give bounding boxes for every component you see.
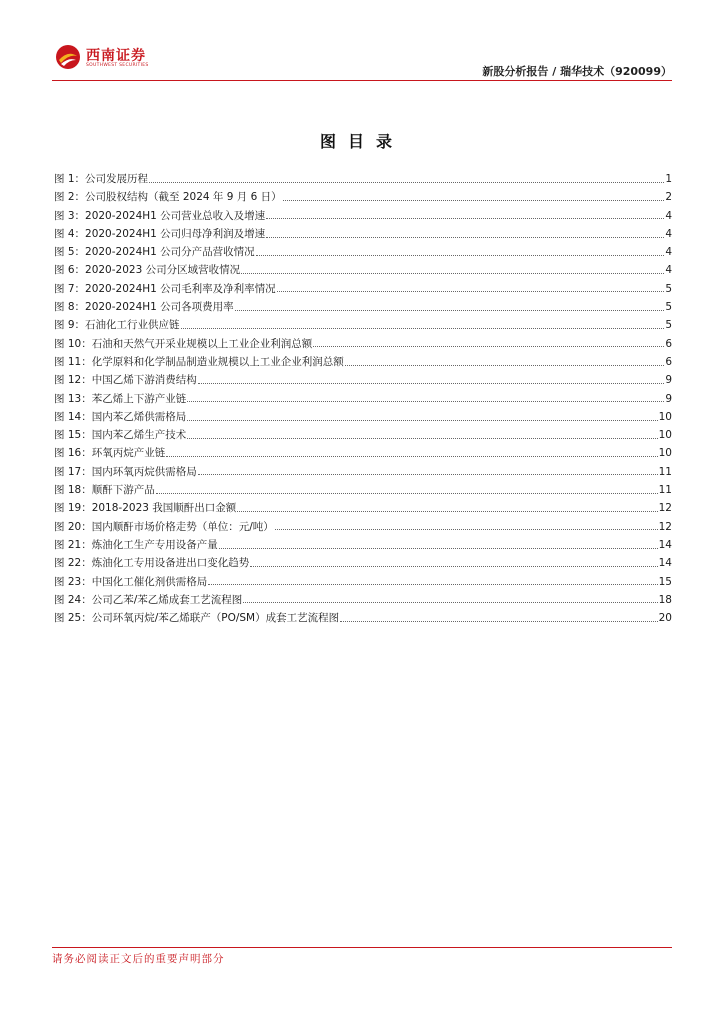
toc-entry-page-number[interactable]: 10 [658,410,672,423]
toc-dot-leader [277,291,665,292]
toc-entry-label[interactable]: 图 15：国内苯乙烯生产技术 [54,429,187,442]
footer-disclaimer-notice: 请务必阅读正文后的重要声明部分 [52,953,225,965]
figure-table-of-contents [54,170,672,627]
toc-entry-label[interactable]: 图 3：2020-2024H1 公司营业总收入及增速 [54,209,266,222]
page-title: 图目录 [319,132,404,151]
toc-entry-page-number[interactable]: 4 [665,264,672,277]
toc-entry-page-number[interactable]: 14 [658,557,672,570]
toc-entry-label[interactable]: 图 2：公司股权结构（截至 2024 年 9 月 6 日） [54,191,282,204]
company-logo [55,44,175,74]
toc-entry-page-number[interactable]: 9 [665,392,672,405]
toc-dot-leader [187,420,657,421]
toc-entry-label[interactable]: 图 19：2018-2023 我国顺酐出口金额 [54,502,237,515]
toc-entry-label[interactable]: 图 20：国内顺酐市场价格走势（单位：元/吨） [54,520,274,533]
toc-entry-page-number[interactable]: 18 [658,593,672,606]
toc-entry-label[interactable]: 图 23：中国化工催化剂供需格局 [54,575,208,588]
toc-entry-page-number[interactable]: 15 [658,575,672,588]
toc-entry-label[interactable]: 图 1：公司发展历程 [54,173,149,185]
toc-entry-label[interactable]: 图 7：2020-2024H1 公司毛利率及净利率情况 [54,282,276,295]
toc-entry-page-number[interactable]: 14 [658,538,672,551]
toc-dot-leader [243,602,657,603]
toc-entry-label[interactable]: 图 4：2020-2024H1 公司归母净利润及增速 [54,227,266,240]
toc-entry[interactable] [54,554,672,572]
toc-dot-leader [313,346,664,347]
toc-entry-page-number[interactable]: 10 [658,429,672,442]
toc-entry-page-number[interactable]: 4 [665,209,672,222]
toc-dot-leader [266,218,664,219]
toc-dot-leader [266,237,664,238]
toc-entry[interactable] [54,591,672,609]
toc-dot-leader [219,548,658,549]
toc-dot-leader [275,529,658,530]
page-header [0,0,724,84]
toc-entry-page-number[interactable]: 5 [665,319,672,332]
logo-english-name: SOUTHWEST SECURITIES [86,63,149,68]
toc-dot-leader [149,182,664,183]
toc-entry-page-number[interactable]: 5 [665,282,672,295]
toc-entry[interactable] [54,207,672,225]
toc-entry[interactable] [54,536,672,554]
toc-entry[interactable] [54,609,672,627]
toc-entry[interactable] [54,573,672,591]
toc-entry-label[interactable]: 图 22：炼油化工专用设备进出口变化趋势 [54,557,250,570]
toc-entry[interactable] [54,426,672,444]
toc-entry-page-number[interactable]: 9 [665,374,672,387]
toc-dot-leader [237,511,657,512]
toc-entry[interactable] [54,518,672,536]
toc-entry-label[interactable]: 图 11：化学原料和化学制品制造业规模以上工业企业利润总额 [54,355,344,368]
logo-emblem-icon [55,44,81,70]
report-title: 新股分析报告 / 瑞华技术（920099） [482,65,672,78]
toc-dot-leader [156,493,658,494]
toc-dot-leader [340,621,658,622]
toc-entry-page-number[interactable]: 5 [665,301,672,314]
toc-entry[interactable] [54,444,672,462]
toc-entry[interactable] [54,188,672,206]
toc-entry-page-number[interactable]: 2 [665,191,672,204]
toc-dot-leader [256,255,665,256]
toc-entry[interactable] [54,481,672,499]
toc-dot-leader [250,566,657,567]
toc-entry-label[interactable]: 图 16：环氧丙烷产业链 [54,447,166,460]
toc-dot-leader [235,310,665,311]
toc-dot-leader [187,401,664,402]
toc-entry[interactable] [54,298,672,316]
toc-entry[interactable] [54,261,672,279]
toc-entry-label[interactable]: 图 14：国内苯乙烯供需格局 [54,410,187,423]
toc-entry[interactable] [54,280,672,298]
toc-entry[interactable] [54,225,672,243]
header-divider [52,80,672,81]
toc-entry[interactable] [54,316,672,334]
toc-dot-leader [283,200,665,201]
logo-chinese-name: 西南证券 [86,48,146,64]
toc-entry-label[interactable]: 图 25：公司环氧丙烷/苯乙烯联产（PO/SM）成套工艺流程图 [54,612,340,625]
toc-dot-leader [198,383,665,384]
toc-entry-page-number[interactable]: 20 [658,612,672,625]
toc-entry-page-number[interactable]: 12 [658,520,672,533]
toc-entry-label[interactable]: 图 12：中国乙烯下游消费结构 [54,374,197,387]
toc-entry-label[interactable]: 图 21：炼油化工生产专用设备产量 [54,538,218,551]
toc-entry[interactable] [54,408,672,426]
toc-dot-leader [166,456,657,457]
toc-entry-label[interactable]: 图 8：2020-2024H1 公司各项费用率 [54,301,234,314]
toc-entry-label[interactable]: 图 5：2020-2024H1 公司分产品营收情况 [54,246,255,259]
toc-dot-leader [345,365,665,366]
toc-entry-page-number[interactable]: 11 [658,484,672,497]
toc-entry-page-number[interactable]: 10 [658,447,672,460]
toc-entry[interactable] [54,243,672,261]
toc-entry[interactable] [54,463,672,481]
toc-entry[interactable] [54,170,672,188]
toc-entry-label[interactable]: 图 18：顺酐下游产品 [54,484,155,497]
toc-entry-page-number[interactable]: 12 [658,502,672,515]
toc-entry-label[interactable]: 图 17：国内环氧丙烷供需格局 [54,465,197,478]
toc-dot-leader [187,438,657,439]
toc-entry-page-number[interactable]: 6 [665,337,672,350]
toc-entry[interactable] [54,353,672,371]
toc-dot-leader [198,474,658,475]
toc-entry-label[interactable]: 图 24：公司乙苯/苯乙烯成套工艺流程图 [54,593,243,606]
toc-entry-label[interactable]: 图 6：2020-2023 公司分区域营收情况 [54,264,241,277]
toc-entry-page-number[interactable]: 6 [665,355,672,368]
toc-entry-label[interactable]: 图 10：石油和天然气开采业规模以上工业企业利润总额 [54,337,313,350]
toc-entry-label[interactable]: 图 9：石油化工行业供应链 [54,319,180,332]
toc-entry-page-number[interactable]: 4 [665,246,672,259]
toc-entry[interactable] [54,390,672,408]
footer-divider [52,947,672,948]
toc-dot-leader [181,328,665,329]
toc-entry-label[interactable]: 图 13：苯乙烯上下游产业链 [54,392,187,405]
toc-entry-page-number[interactable]: 1 [665,173,672,185]
toc-entry-page-number[interactable]: 4 [665,227,672,240]
toc-entry-page-number[interactable]: 11 [658,465,672,478]
toc-entry[interactable] [54,335,672,353]
toc-entry[interactable] [54,371,672,389]
toc-dot-leader [241,273,664,274]
toc-dot-leader [208,584,657,585]
toc-entry[interactable] [54,499,672,517]
